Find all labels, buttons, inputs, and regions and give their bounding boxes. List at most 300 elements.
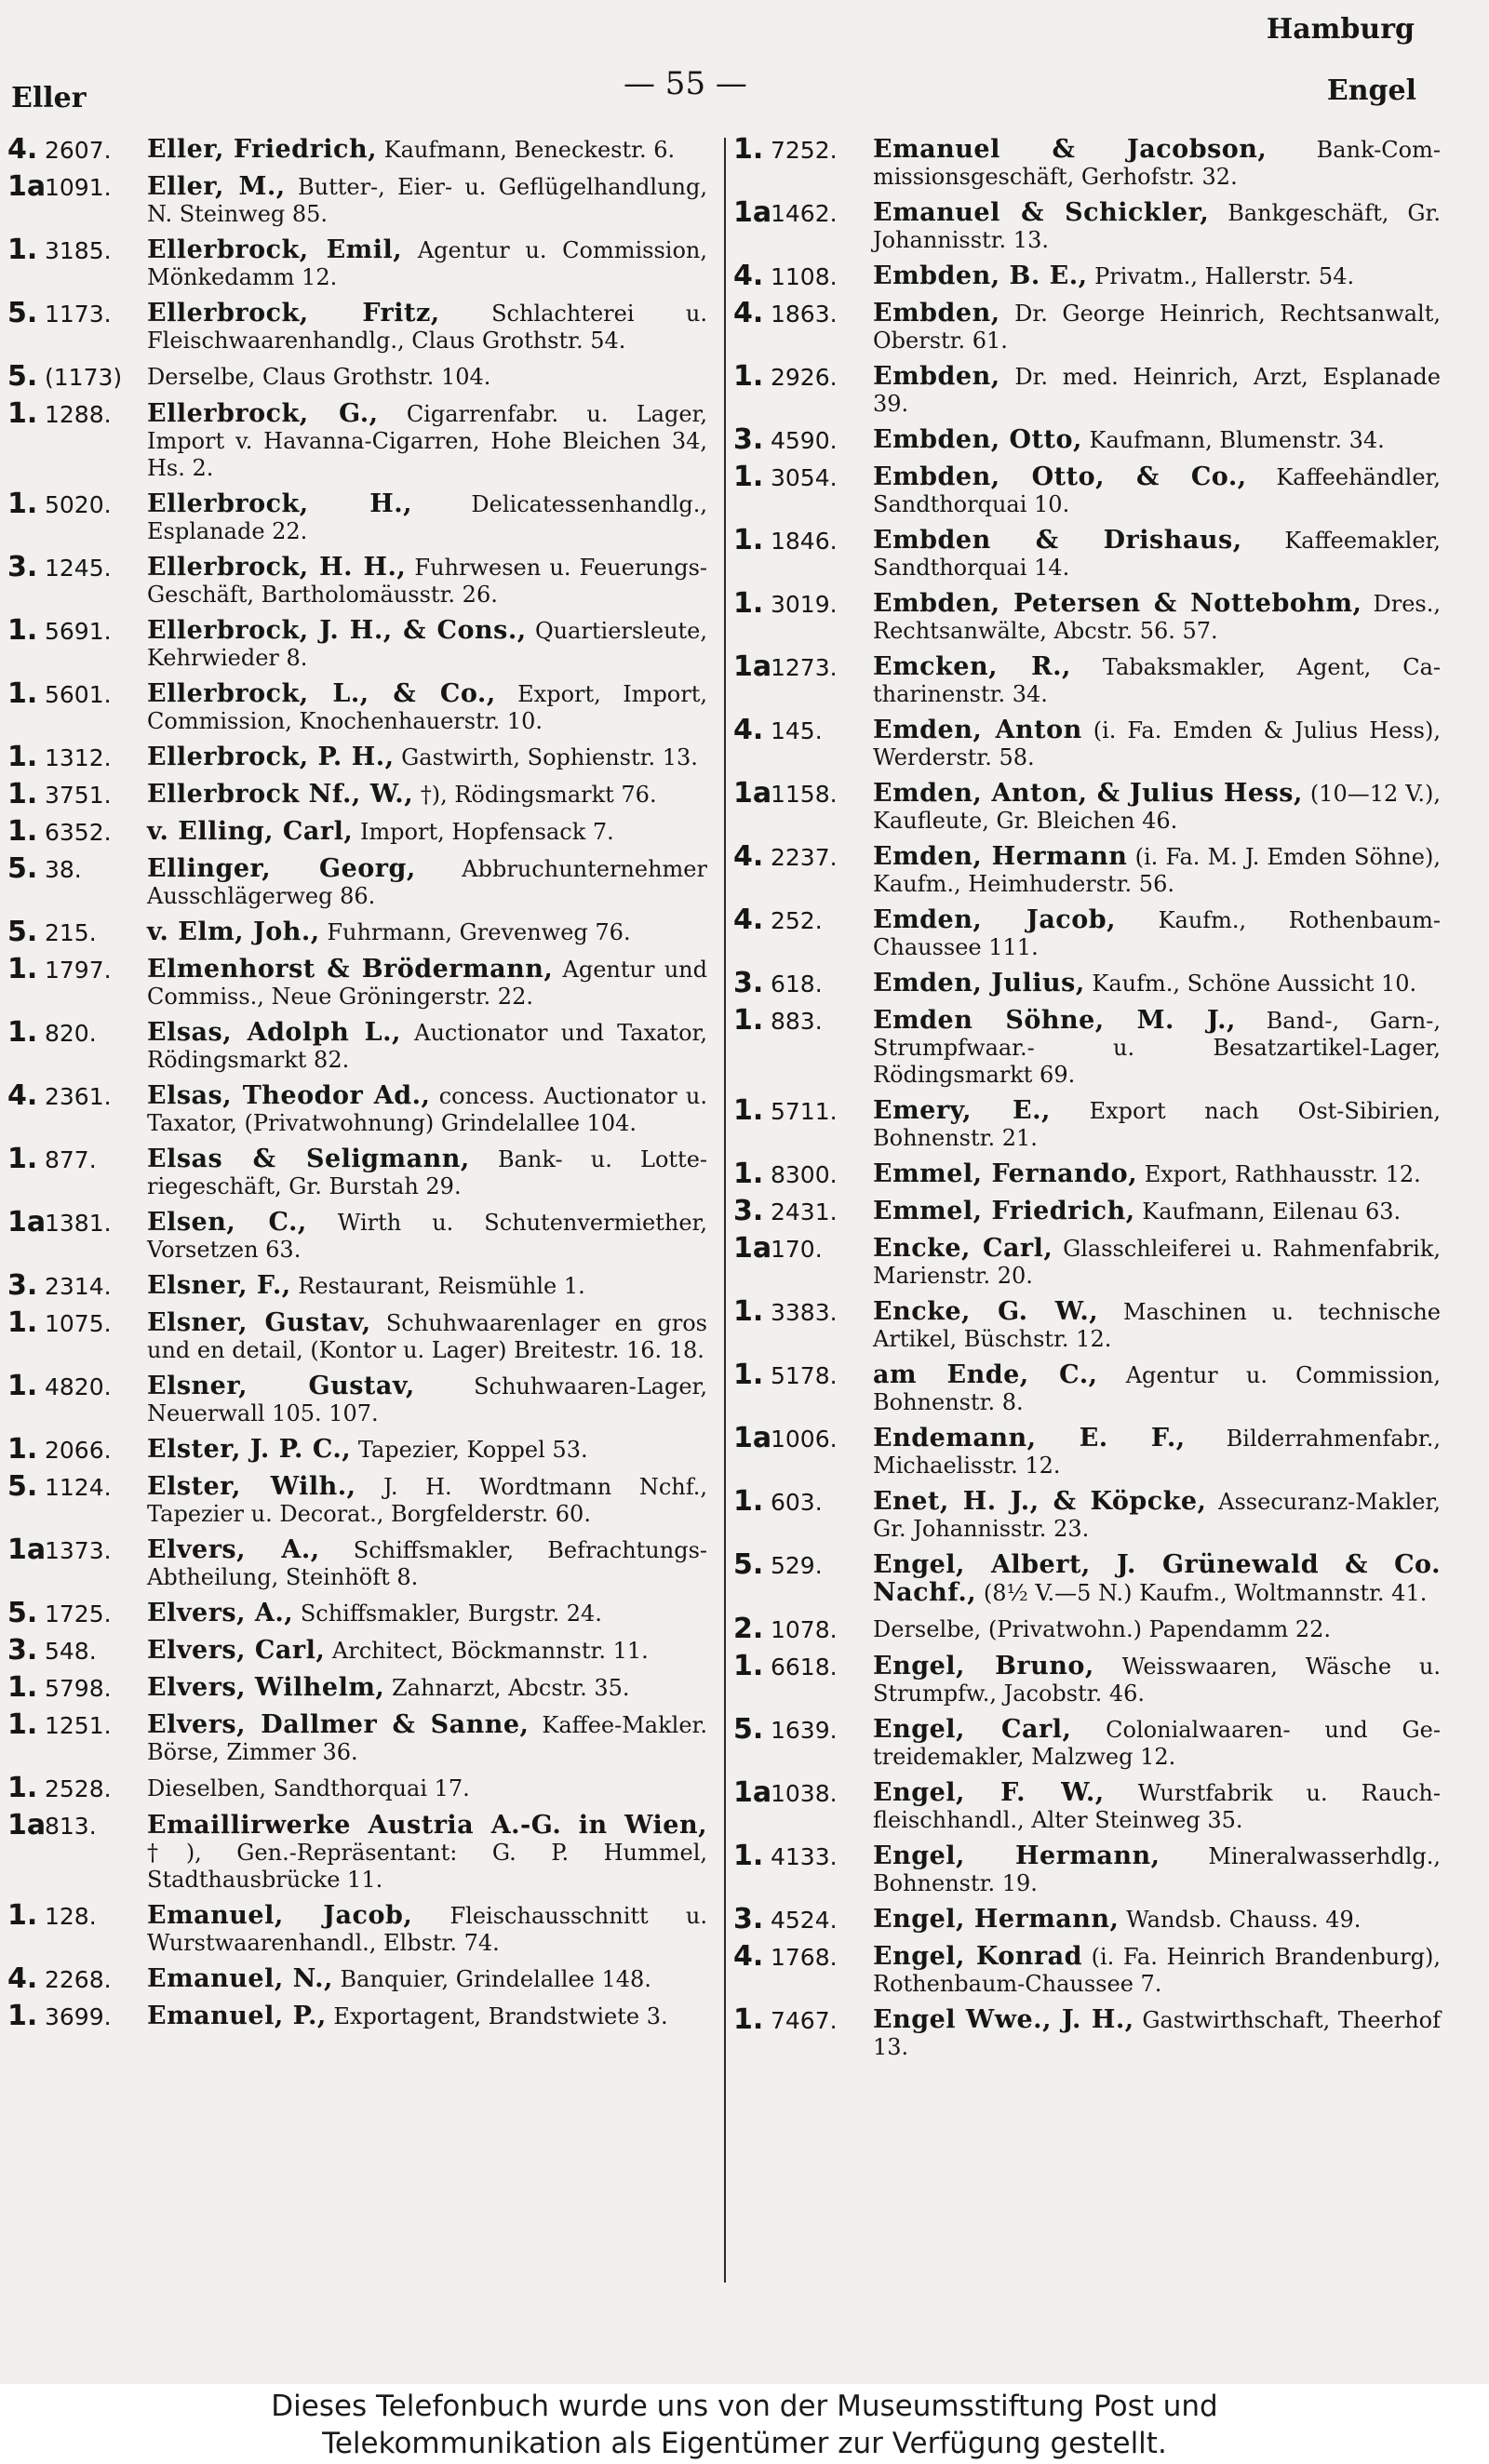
- subscriber-name: Elvers, A.,: [147, 1599, 294, 1627]
- exchange-code: 1.: [7, 1433, 38, 1466]
- subscriber-name: Emmel, Fernando,: [873, 1159, 1138, 1188]
- subscriber-name: Elsas, Adolph L.,: [147, 1018, 401, 1047]
- line-number: 4820.: [45, 1373, 112, 1400]
- phone-number: [733, 967, 873, 999]
- subscriber-name: Ellinger, Georg,: [147, 854, 416, 883]
- subscriber-details: Bankgeschäft, Gr. Johannisstr. 13.: [873, 200, 1441, 253]
- line-number: 6618.: [771, 1654, 838, 1681]
- subscriber-details: Abbruchunternehmer Ausschlägerweg 86.: [147, 856, 707, 909]
- phone-number: [733, 133, 873, 191]
- phone-number: [733, 463, 873, 518]
- subscriber-name: Emanuel, Jacob,: [147, 1901, 413, 1930]
- phone-number: [733, 1548, 873, 1607]
- entry-text: [873, 199, 1441, 254]
- line-number: 1381.: [45, 1210, 112, 1237]
- exchange-code: 1a: [7, 170, 47, 203]
- directory-entry: [733, 196, 1441, 254]
- phone-number: [7, 614, 147, 672]
- subscriber-details: Colonialwaaren- und Getreidemakler, Malzweg 12.: [873, 1717, 1441, 1770]
- entry-text: [873, 1235, 1441, 1290]
- subscriber-name: Elsas & Seligmann,: [147, 1145, 470, 1173]
- entry-text: [873, 1779, 1441, 1834]
- subscriber-name: Elsen, C.,: [147, 1208, 307, 1237]
- phone-number: [733, 524, 873, 582]
- phone-number: [733, 1615, 873, 1644]
- entry-text: [147, 1812, 707, 1894]
- subscriber-details: Dr. George Heinrich, Rechtsanwalt, Oberstr. 61.: [873, 301, 1441, 354]
- line-number: 5601.: [45, 681, 112, 708]
- subscriber-name: Engel, Albert, J. Grünewald & Co. Nachf.,: [873, 1550, 1441, 1607]
- directory-entry: [7, 743, 707, 772]
- subscriber-details: Derselbe, Claus Grothstr. 104.: [147, 364, 491, 390]
- subscriber-name: Ellerbrock, Emil,: [147, 235, 403, 264]
- subscriber-details: Zahnarzt, Abcstr. 35.: [384, 1675, 630, 1701]
- phone-number: [7, 1774, 147, 1803]
- exchange-code: 1.: [733, 1094, 764, 1127]
- subscriber-name: Elvers, Dallmer & Sanne,: [147, 1710, 530, 1739]
- entry-text: [147, 1436, 707, 1465]
- exchange-code: 1a: [7, 1809, 47, 1841]
- subscriber-name: Emden, Jacob,: [873, 905, 1117, 934]
- subscriber-details: Privatm., Hallerstr. 54.: [1087, 263, 1355, 289]
- subscriber-details: J. H. Wordtmann Nchf., Tapezier u. Decorat., Borgfelderstr. 60.: [147, 1474, 707, 1527]
- exchange-code: 5.: [7, 297, 38, 329]
- line-number: 1158.: [771, 781, 838, 808]
- line-number: (1173): [45, 364, 123, 391]
- directory-entry: [7, 778, 707, 810]
- subscriber-details: Kaffee-Makler. Börse, Zimmer 36.: [147, 1712, 707, 1765]
- subscriber-name: Emcken, R.,: [873, 652, 1071, 681]
- entry-text: [873, 426, 1441, 455]
- subscriber-name: Ellerbrock, Fritz,: [147, 299, 440, 328]
- subscriber-details: Dres., Rechtsanwälte, Abcstr. 56. 57.: [873, 591, 1441, 644]
- entry-text: [147, 1902, 707, 1957]
- entry-text: [873, 300, 1441, 355]
- line-number: 38.: [45, 856, 82, 883]
- entry-text: [873, 136, 1441, 191]
- exchange-code: 1.: [7, 815, 38, 848]
- exchange-code: 1a: [7, 1533, 47, 1566]
- subscriber-details: Wurstfabrik u. Rauchfleischhandl., Alter Steinweg 35.: [873, 1780, 1441, 1833]
- directory-entry: [7, 918, 707, 947]
- entry-text: [147, 400, 707, 482]
- directory-entry: [733, 463, 1441, 518]
- line-number: 1075.: [45, 1310, 112, 1337]
- subscriber-name: v. Elling, Carl,: [147, 817, 354, 846]
- entry-text: [147, 490, 707, 545]
- subscriber-details: †), Rödingsmarkt 76.: [413, 782, 657, 808]
- line-number: 1078.: [771, 1616, 838, 1643]
- exchange-code: 1.: [7, 397, 38, 430]
- phone-number: [7, 1533, 147, 1591]
- entry-text: [873, 906, 1441, 961]
- phone-number: [7, 1016, 147, 1074]
- phone-number: [733, 1361, 873, 1416]
- phone-number: [7, 1470, 147, 1528]
- provenance-footer: [0, 2384, 1489, 2464]
- directory-entry: [7, 133, 707, 166]
- subscriber-name: Engel, Hermann,: [873, 1905, 1120, 1934]
- subscriber-name: Ellerbrock, J. H., & Cons.,: [147, 616, 527, 645]
- exchange-code: 1.: [733, 1485, 764, 1518]
- subscriber-details: Weisswaaren, Wäsche u. Strumpfw., Jacobstr. 46.: [873, 1654, 1441, 1707]
- exchange-code: 4.: [733, 714, 764, 746]
- directory-entry: [733, 1160, 1441, 1189]
- subscriber-name: Embden,: [873, 299, 1000, 328]
- phone-number: [7, 1671, 147, 1704]
- line-number: 3751.: [45, 782, 112, 809]
- phone-number: [733, 840, 873, 898]
- entry-text: [147, 918, 707, 947]
- phone-number: [7, 236, 147, 291]
- line-number: 4524.: [771, 1907, 838, 1934]
- subscriber-details: Bank- u. Lotteriegeschäft, Gr. Burstah 29.: [147, 1146, 708, 1199]
- column-divider: [724, 138, 726, 2283]
- directory-entry: [733, 1548, 1441, 1607]
- directory-entry: [7, 1634, 707, 1667]
- line-number: 1006.: [771, 1426, 838, 1453]
- directory-entry: [7, 1533, 707, 1591]
- phone-number: [7, 1079, 147, 1137]
- line-number: 1462.: [771, 200, 838, 227]
- entry-text: [147, 680, 707, 735]
- phone-number: [7, 1145, 147, 1200]
- subscriber-details: Agentur und Commiss., Neue Gröningerstr. 22.: [147, 957, 707, 1010]
- subscriber-name: Elmenhorst & Brödermann,: [147, 955, 554, 984]
- line-number: 1797.: [45, 957, 112, 984]
- exchange-code: 3.: [7, 1634, 38, 1667]
- directory-entry: [733, 1295, 1441, 1353]
- directory-entry: [7, 1269, 707, 1302]
- line-number: 1288.: [45, 401, 112, 428]
- directory-entry: [7, 490, 707, 545]
- phone-number: [7, 1634, 147, 1667]
- subscriber-details: Restaurant, Reismühle 1.: [290, 1273, 585, 1299]
- subscriber-details: Quartiersleute, Kehrwieder 8.: [147, 618, 708, 671]
- subscriber-name: Emden Söhne, M. J.,: [873, 1006, 1236, 1035]
- subscriber-details: Agentur u. Commission, Bohnenstr. 8.: [873, 1362, 1441, 1415]
- line-number: 1251.: [45, 1712, 112, 1739]
- directory-entry: [733, 967, 1441, 999]
- phone-number: [7, 953, 147, 1011]
- directory-entry: [733, 524, 1441, 582]
- exchange-code: 1.: [733, 1158, 764, 1190]
- entry-text: [147, 173, 707, 228]
- entry-text: [147, 617, 707, 672]
- directory-entry: [733, 262, 1441, 291]
- entry-text: [147, 1711, 707, 1766]
- exchange-code: 1a: [733, 1232, 772, 1265]
- phone-number: [7, 551, 147, 609]
- subscriber-details: Export, Rathhausstr. 12.: [1137, 1161, 1421, 1187]
- subscriber-details: Maschinen u. technische Artikel, Büschstr. 12.: [873, 1299, 1441, 1352]
- exchange-code: 1.: [7, 741, 38, 773]
- line-number: 1312.: [45, 744, 112, 771]
- subscriber-name: Embden, B. E.,: [873, 261, 1088, 290]
- line-number: 3699.: [45, 2003, 112, 2030]
- subscriber-details: Tabaksmakler, Agent, Catharinenstr. 34.: [873, 654, 1441, 707]
- directory-entry: [733, 297, 1441, 355]
- subscriber-name: Emanuel & Jacobson,: [873, 135, 1268, 164]
- exchange-code: 5.: [7, 360, 38, 393]
- entry-text: [873, 1615, 1441, 1644]
- line-number: 5020.: [45, 491, 112, 518]
- directory-entry: [7, 1597, 707, 1629]
- directory-entry: [733, 1195, 1441, 1227]
- line-number: 3054.: [771, 464, 838, 491]
- line-number: 1245.: [45, 555, 112, 582]
- phone-number: [7, 490, 147, 545]
- phone-number: [733, 906, 873, 961]
- directory-entry: [7, 677, 707, 735]
- directory-entry: [7, 614, 708, 672]
- entry-text: [873, 1298, 1441, 1353]
- subscriber-name: Ellerbrock, G.,: [147, 399, 379, 428]
- exchange-code: 4.: [733, 297, 764, 329]
- phone-number: [733, 297, 873, 355]
- line-number: 548.: [45, 1638, 97, 1665]
- subscriber-name: Encke, Carl,: [873, 1234, 1053, 1263]
- entry-text: [147, 1082, 707, 1137]
- line-number: 1038.: [771, 1780, 838, 1807]
- subscriber-details: Import, Hopfensack 7.: [353, 819, 614, 845]
- directory-entry: [733, 1615, 1441, 1644]
- line-number: 252.: [771, 907, 823, 934]
- subscriber-details: Schiffsmakler, Befrachtungs-Abtheilung, Steinhöft 8.: [147, 1537, 707, 1590]
- exchange-code: 1a: [7, 1206, 47, 1239]
- subscriber-details: Kaufm., Rothenbaum-Chaussee 111.: [873, 907, 1441, 960]
- directory-entry: [7, 815, 707, 848]
- exchange-code: 1.: [7, 488, 38, 520]
- subscriber-details: Delicatessenhandlg., Esplanade 22.: [147, 491, 707, 544]
- subscriber-details: Assecuranz-Makler, Gr. Johannisstr. 23.: [873, 1489, 1441, 1542]
- phone-number: [7, 918, 147, 947]
- subscriber-details: Dr. med. Heinrich, Arzt, Esplanade 39.: [873, 364, 1441, 417]
- entry-text: [147, 554, 707, 609]
- footer-line-1: Dieses Telefonbuch wurde uns von der Museumsstiftung Post und: [271, 2390, 1218, 2423]
- line-number: 5798.: [45, 1675, 112, 1702]
- exchange-code: 1.: [733, 2003, 764, 2036]
- phone-number: [733, 1776, 873, 1834]
- line-number: 2268.: [45, 1966, 112, 1993]
- subscriber-details: Cigarrenfabr. u. Lager, Import v. Havanna-Cigarren, Hohe Bleichen 34, Hs. 2.: [147, 401, 708, 481]
- exchange-code: 4.: [733, 260, 764, 292]
- entry-text: [873, 780, 1441, 835]
- entry-text: [147, 1145, 707, 1200]
- subscriber-name: Encke, G. W.,: [873, 1297, 1099, 1326]
- subscriber-details: Wirth u. Schutenvermiether, Vorsetzen 63.: [147, 1210, 707, 1263]
- subscriber-name: Emaillirwerke Austria A.-G. in Wien,: [147, 1811, 707, 1840]
- line-number: 215.: [45, 919, 97, 946]
- entry-text: [873, 843, 1441, 898]
- line-number: 618.: [771, 971, 823, 998]
- exchange-code: 3.: [7, 551, 38, 583]
- exchange-code: 1a: [733, 196, 772, 229]
- exchange-code: 3.: [7, 1269, 38, 1302]
- exchange-code: 1a: [733, 1422, 772, 1454]
- entry-text: [873, 1361, 1441, 1416]
- line-number: 8300.: [771, 1161, 838, 1188]
- subscriber-name: v. Elm, Joh.,: [147, 917, 320, 946]
- exchange-code: 1.: [7, 1016, 38, 1049]
- exchange-code: 1.: [7, 1306, 38, 1339]
- subscriber-name: Eller, M.,: [147, 172, 286, 201]
- entry-text: [873, 1906, 1441, 1935]
- directory-entry: [733, 716, 1441, 771]
- line-number: 1768.: [771, 1944, 838, 1971]
- directory-entry: [7, 1470, 707, 1528]
- directory-entry: [733, 1094, 1441, 1152]
- phone-number: [7, 1433, 147, 1466]
- phone-number: [733, 423, 873, 456]
- entry-text: [873, 1842, 1441, 1897]
- exchange-code: 1a: [733, 777, 772, 810]
- exchange-code: 5.: [7, 852, 38, 885]
- exchange-code: 4.: [7, 1962, 38, 1995]
- entry-text: [873, 363, 1441, 418]
- subscriber-name: Emden, Hermann: [873, 842, 1128, 871]
- line-number: 883.: [771, 1008, 823, 1035]
- line-number: 4133.: [771, 1843, 838, 1870]
- directory-entry: [7, 852, 707, 910]
- line-number: 529.: [771, 1552, 823, 1579]
- subscriber-details: Export, Import, Commission, Knochenhauerstr. 10.: [147, 681, 707, 734]
- entry-text: [873, 590, 1441, 645]
- phone-number: [733, 777, 873, 835]
- subscriber-name: Ellerbrock, L., & Co.,: [147, 679, 496, 708]
- subscriber-details: Dieselben, Sandthorquai 17.: [147, 1775, 470, 1801]
- directory-entry: [7, 1079, 707, 1137]
- directory-entry: [733, 423, 1441, 456]
- phone-number: [733, 1842, 873, 1897]
- exchange-code: 5.: [733, 1713, 764, 1746]
- phone-number: [733, 1485, 873, 1543]
- line-number: 813.: [45, 1813, 97, 1840]
- phone-number: [7, 397, 147, 482]
- entry-text: [147, 1965, 707, 1994]
- phone-number: [733, 196, 873, 254]
- line-number: 3185.: [45, 237, 112, 264]
- exchange-code: 1.: [733, 461, 764, 493]
- phone-number: [733, 1195, 873, 1227]
- subscriber-details: (10—12 V.), Kaufleute, Gr. Bleichen 46.: [873, 781, 1441, 834]
- line-number: 1273.: [771, 654, 838, 681]
- directory-entry: [733, 777, 1441, 835]
- exchange-code: 1.: [7, 677, 38, 710]
- subscriber-name: Embden,: [873, 362, 1000, 391]
- entry-text: [873, 1653, 1441, 1707]
- line-number: 3019.: [771, 591, 838, 618]
- subscriber-name: Emmel, Friedrich,: [873, 1197, 1135, 1225]
- directory-entry: [7, 1962, 707, 1995]
- entry-text: [873, 716, 1441, 771]
- line-number: 1725.: [45, 1600, 112, 1627]
- directory-entry: [7, 2002, 707, 2031]
- subscriber-details: Auctionator und Taxator, Rödingsmarkt 82.: [147, 1020, 707, 1073]
- phone-number: [7, 1962, 147, 1995]
- entry-text: [147, 136, 707, 165]
- line-number: 5691.: [45, 618, 112, 645]
- directory-entry: [7, 1809, 707, 1894]
- entry-text: [873, 527, 1441, 582]
- subscriber-name: Enet, H. J., & Köpcke,: [873, 1487, 1207, 1516]
- directory-entry: [733, 1940, 1441, 1998]
- exchange-code: 5.: [733, 1548, 764, 1581]
- entry-text: [147, 956, 707, 1011]
- line-number: 145.: [771, 717, 823, 744]
- entry-text: [873, 463, 1441, 518]
- subscriber-details: Gastwirthschaft, Theerhof 13.: [873, 2007, 1442, 2060]
- line-number: 2066.: [45, 1437, 112, 1464]
- line-number: 1124.: [45, 1474, 112, 1501]
- running-head-city: Hamburg: [1266, 13, 1415, 46]
- line-number: 1373.: [45, 1537, 112, 1564]
- directory-entry: [7, 551, 707, 609]
- phone-number: [733, 1232, 873, 1290]
- directory-entry: [733, 650, 1441, 708]
- line-number: 5711.: [771, 1098, 838, 1125]
- phone-number: [733, 1295, 873, 1353]
- line-number: 1846.: [771, 528, 838, 555]
- phone-number: [7, 815, 147, 848]
- entry-text: [147, 1209, 707, 1264]
- exchange-code: 1a: [733, 650, 772, 683]
- line-number: 1173.: [45, 301, 112, 328]
- subscriber-details: Agentur u. Commission, Mönkedamm 12.: [147, 237, 707, 290]
- subscriber-name: Ellerbrock, P. H.,: [147, 743, 395, 771]
- subscriber-name: Engel Wwe., J. H.,: [873, 2005, 1134, 2034]
- subscriber-name: Engel, F. W.,: [873, 1778, 1105, 1807]
- entry-text: [147, 1774, 707, 1803]
- subscriber-details: (i. Fa. Heinrich Brandenburg), Rothenbaum-Chaussee 7.: [873, 1944, 1441, 1997]
- left-column: [7, 133, 708, 2040]
- subscriber-details: Fuhrwesen u. Feuerungs-Geschäft, Bartholomäusstr. 26.: [147, 555, 707, 608]
- phone-number: [7, 1269, 147, 1302]
- subscriber-details: Kaufmann, Beneckestr. 6.: [377, 137, 676, 163]
- phone-number: [7, 133, 147, 166]
- phone-number: [733, 1422, 873, 1480]
- directory-entry: [7, 1206, 707, 1264]
- exchange-code: 1.: [7, 2000, 38, 2032]
- exchange-code: 3.: [733, 1195, 764, 1227]
- exchange-code: 4.: [733, 1940, 764, 1973]
- line-number: 1091.: [45, 174, 112, 201]
- exchange-code: 1.: [7, 1671, 38, 1704]
- directory-entry: [7, 1708, 707, 1766]
- directory-entry: [733, 1232, 1441, 1290]
- entry-text: [873, 1551, 1441, 1607]
- phone-number: [7, 2002, 147, 2031]
- subscriber-details: Kaffeemakler, Sandthorquai 14.: [873, 528, 1441, 581]
- subscriber-details: Schlachterei u. Fleischwaarenhandlg., Claus Grothstr. 54.: [147, 301, 707, 354]
- directory-entry: [733, 587, 1441, 645]
- entry-text: [873, 1097, 1441, 1152]
- subscriber-details: Bilderrahmenfabr., Michaelisstr. 12.: [873, 1426, 1441, 1479]
- directory-entry: [733, 1903, 1441, 1935]
- exchange-code: 1.: [733, 1650, 764, 1682]
- phone-number: [7, 1597, 147, 1629]
- exchange-code: 1.: [733, 1295, 764, 1328]
- subscriber-name: Emanuel & Schickler,: [873, 198, 1210, 227]
- subscriber-name: Elster, J. P. C.,: [147, 1435, 352, 1464]
- page-number: — 55 —: [624, 65, 747, 102]
- subscriber-details: Schuhwaaren-Lager, Neuerwall 105. 107.: [147, 1373, 707, 1426]
- entry-text: [147, 1309, 707, 1364]
- directory-entry: [7, 170, 707, 228]
- exchange-code: 5.: [7, 916, 38, 948]
- entry-text: [147, 1536, 707, 1591]
- entry-text: [147, 236, 707, 291]
